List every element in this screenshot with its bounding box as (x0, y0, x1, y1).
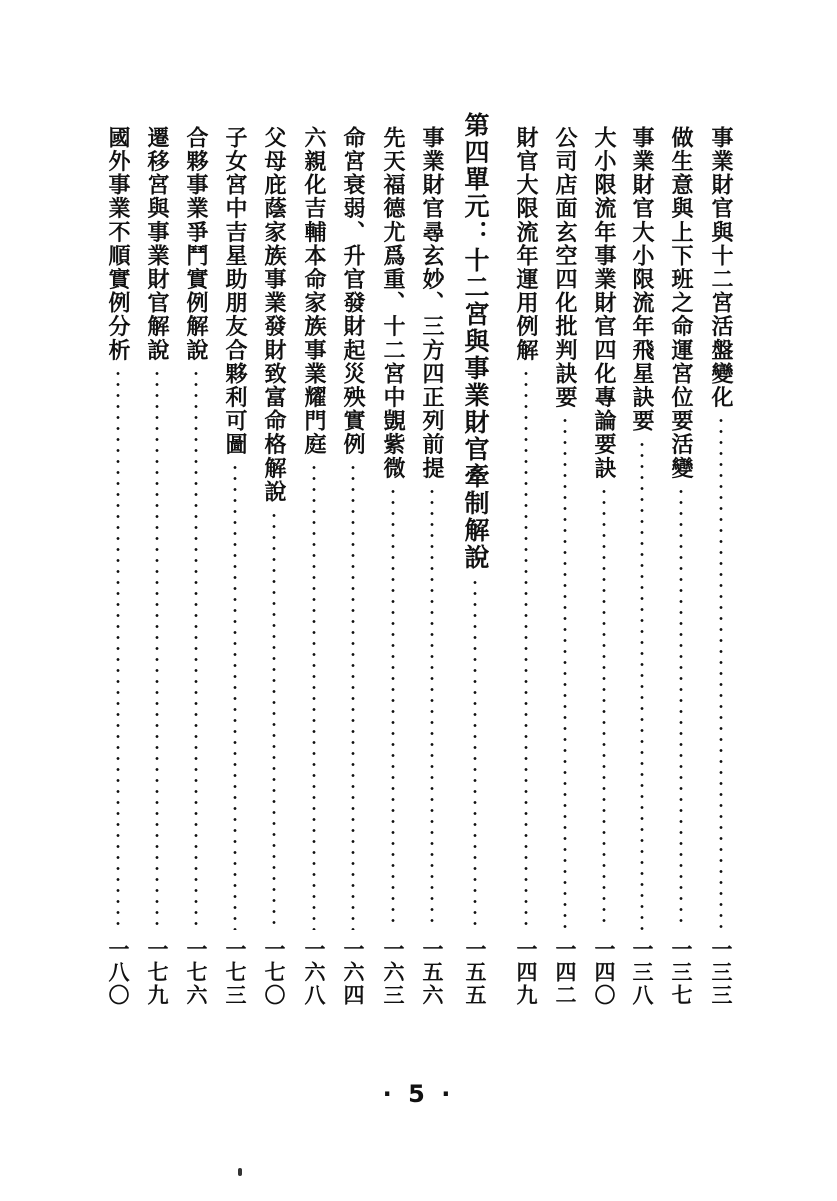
toc-entry-page: 一七九 (145, 938, 170, 1007)
toc-entry-title: 先天福德尤爲重、十二宮中覬紫微 (380, 126, 406, 480)
toc-entry-title: 事業財官尋玄妙、三方四正列前提 (419, 126, 445, 480)
toc-entry-page: 一四〇 (592, 938, 617, 1007)
toc-entry-title: 子女宮中吉星助朋友合夥利可圖 (222, 126, 248, 457)
toc-entry-page: 一三三 (709, 938, 734, 1007)
toc-entry-title: 國外事業不順實例分析 (105, 126, 131, 362)
toc-entry-page: 一七六 (184, 938, 209, 1007)
toc-entry-page: 一六三 (381, 938, 406, 1007)
toc-entry-title: 第四單元：十二宮與事業財官牽制解說 (461, 112, 490, 571)
toc-entry-page: 一四九 (514, 938, 539, 1007)
toc-entry-title: 做生意與上下班之命運宮位要活變 (668, 126, 694, 480)
toc-entry-page: 一四二 (553, 938, 578, 1007)
toc-entry-page: 一八〇 (106, 938, 131, 1007)
toc-entry-title: 遷移宮與事業財官解說 (144, 126, 170, 362)
toc-entry[interactable] (589, 126, 619, 1046)
toc-entry[interactable] (181, 126, 211, 1046)
toc-unit-heading[interactable] (460, 112, 490, 1046)
toc-entry[interactable] (666, 126, 696, 1046)
dot-leader (233, 462, 237, 930)
toc-entry-page: 一三七 (669, 938, 694, 1007)
toc-entry-title: 合夥事業爭鬥實例解說 (183, 126, 209, 362)
toc-entry[interactable] (142, 126, 172, 1046)
toc-entry[interactable] (103, 126, 133, 1046)
dot-leader (602, 486, 606, 930)
toc-entry-title: 事業財官大小限流年飛星訣要 (629, 126, 655, 433)
dot-leader (116, 368, 120, 930)
toc-entry-title: 財官大限流年運用例解 (513, 126, 539, 362)
dot-leader (272, 510, 276, 930)
toc-entry-title: 父母庇蔭家族事業發財致富命格解說 (261, 126, 287, 504)
dot-leader (351, 462, 355, 930)
toc-entry[interactable] (627, 126, 657, 1046)
toc-entry[interactable] (417, 126, 447, 1046)
toc-entry-title: 公司店面玄空四化批判訣要 (552, 126, 578, 410)
toc-entry-title: 命宮衰弱、升官發財起災殃實例 (340, 126, 366, 457)
dot-leader (524, 368, 528, 930)
toc-entry-page: 一五六 (420, 938, 445, 1007)
toc-entry[interactable] (299, 126, 329, 1046)
scan-speck (238, 1168, 242, 1176)
dot-leader (194, 368, 198, 930)
toc-entry-page: 一六八 (302, 938, 327, 1007)
toc-entry-page: 一七〇 (262, 938, 287, 1007)
toc-entry[interactable] (706, 126, 736, 1046)
dot-leader (473, 577, 477, 930)
toc-entry-title: 大小限流年事業財官四化專論要訣 (591, 126, 617, 480)
page-number: · 5 · (382, 1080, 455, 1108)
toc-entry[interactable] (378, 126, 408, 1046)
dot-leader (640, 439, 644, 930)
toc-entry[interactable] (550, 126, 580, 1046)
dot-leader (563, 415, 567, 930)
toc-entry-page: 一六四 (341, 938, 366, 1007)
toc-entry[interactable] (338, 126, 368, 1046)
toc-entry[interactable] (511, 126, 541, 1046)
dot-leader (155, 368, 159, 930)
dot-leader (391, 486, 395, 930)
toc-entry[interactable] (259, 126, 289, 1046)
toc-entry-page: 一五五 (463, 938, 488, 1007)
dot-leader (719, 415, 723, 930)
dot-leader (679, 486, 683, 930)
dot-leader (312, 462, 316, 930)
toc-entry-page: 一七三 (223, 938, 248, 1007)
toc-entry-title: 六親化吉輔本命家族事業耀門庭 (301, 126, 327, 457)
dot-leader (430, 486, 434, 930)
toc-entry-page: 一三八 (630, 938, 655, 1007)
toc-entry[interactable] (220, 126, 250, 1046)
toc-entry-title: 事業財官與十二宮活盤變化 (708, 126, 734, 410)
